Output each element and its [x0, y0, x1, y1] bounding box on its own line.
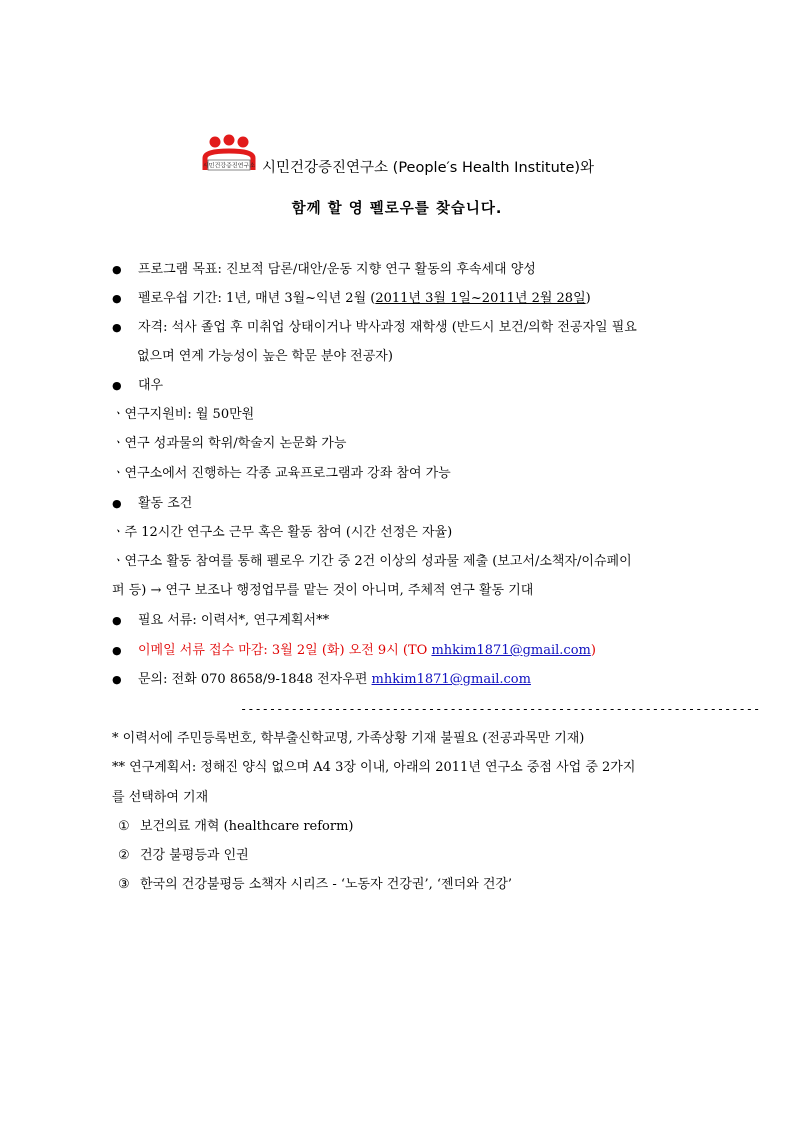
bullet-icon: ● — [112, 497, 122, 510]
benefit-item: ㆍ연구지원비: 월 50만원 — [112, 407, 255, 422]
svg-text:시민건강증진연구소: 시민건강증진연구소 — [202, 162, 256, 170]
header — [0, 134, 794, 178]
page-subtitle: 함께 할 영 펠로우를 찾습니다. — [291, 201, 503, 217]
condition-item: ㆍ주 12시간 연구소 근무 혹은 활동 참여 (시간 선정은 자율) — [112, 525, 453, 540]
benefit-item: ㆍ연구소에서 진행하는 각종 교육프로그램과 강좌 참여 가능 — [112, 466, 451, 481]
condition-item-continued: 퍼 등) → 연구 보조나 행정업무를 맡는 것이 아니며, 주체적 연구 활동 기대 — [112, 583, 534, 598]
benefit-item: ㆍ연구 성과물의 학위/학술지 논문화 가능 — [112, 436, 347, 451]
bullet-icon: ● — [112, 292, 122, 305]
topic-item: ② 건강 불평등과 인권 — [118, 848, 249, 863]
bullet-icon: ● — [112, 644, 122, 657]
page-title: 시민건강증진연구소 (People′s Health Institute)와 — [262, 160, 595, 176]
bullet-icon: ● — [112, 673, 122, 686]
condition-item: ㆍ연구소 활동 참여를 통해 펠로우 기간 중 2건 이상의 성과물 제출 (보고서/소책자/이슈페이 — [112, 554, 632, 569]
topic-item: ① 보건의료 개혁 (healthcare reform) — [118, 819, 354, 834]
footnote-resume: * 이력서에 주민등록번호, 학부출신학교명, 가족상황 기재 불필요 (전공과목만 기재) — [112, 731, 585, 746]
list-item-benefits: ● 대우 — [112, 376, 702, 396]
list-item-period: ● 펠로우쉽 기간: 1년, 매년 3월~익년 2월 (2011년 3월 1일~2011년 2월 28일) — [112, 289, 702, 309]
bullet-icon: ● — [112, 614, 122, 627]
footnote-plan: ** 연구계획서: 정해진 양식 없으며 A4 3장 이내, 아래의 2011년 연구소 중점 사업 중 2가지 — [112, 760, 636, 775]
list-item-conditions: ● 활동 조건 — [112, 494, 702, 514]
list-item-contact: ● 문의: 전화 070 8658/9-1848 전자우편 mhkim1871@gmail.com — [112, 670, 702, 690]
list-item-qualification: ● 자격: 석사 졸업 후 미취업 상태이거나 박사과정 재학생 (반드시 보건/의학 전공자일 필요 — [112, 318, 702, 338]
list-item-deadline: ● 이메일 서류 접수 마감: 3월 2일 (화) 오전 9시 (TO mhkim1871@gmail.com) — [112, 641, 702, 661]
deadline-email-link[interactable]: mhkim1871@gmail.com — [431, 643, 591, 658]
list-item-program-goal: ● 프로그램 목표: 진보적 담론/대안/운동 지향 연구 활동의 후속세대 양성 — [112, 260, 702, 280]
qualification-continued: 없으며 연계 가능성이 높은 학문 분야 전공자) — [137, 349, 393, 364]
bullet-icon: ● — [112, 379, 122, 392]
bullet-icon: ● — [112, 321, 122, 334]
org-logo — [200, 134, 258, 178]
topic-item: ③ 한국의 건강불평등 소책자 시리즈 - ‘노동자 건강권’, ‘젠더와 건강’ — [118, 877, 513, 892]
divider: ------------------------------------------------------------------------ — [240, 702, 761, 716]
contact-email-link[interactable]: mhkim1871@gmail.com — [371, 672, 531, 687]
bullet-icon: ● — [112, 263, 122, 276]
period-dates: 2011년 3월 1일~2011년 2월 28일 — [375, 291, 586, 306]
footnote-plan-continued: 를 선택하여 기재 — [112, 790, 209, 805]
list-item-documents: ● 필요 서류: 이력서*, 연구계획서** — [112, 611, 702, 631]
